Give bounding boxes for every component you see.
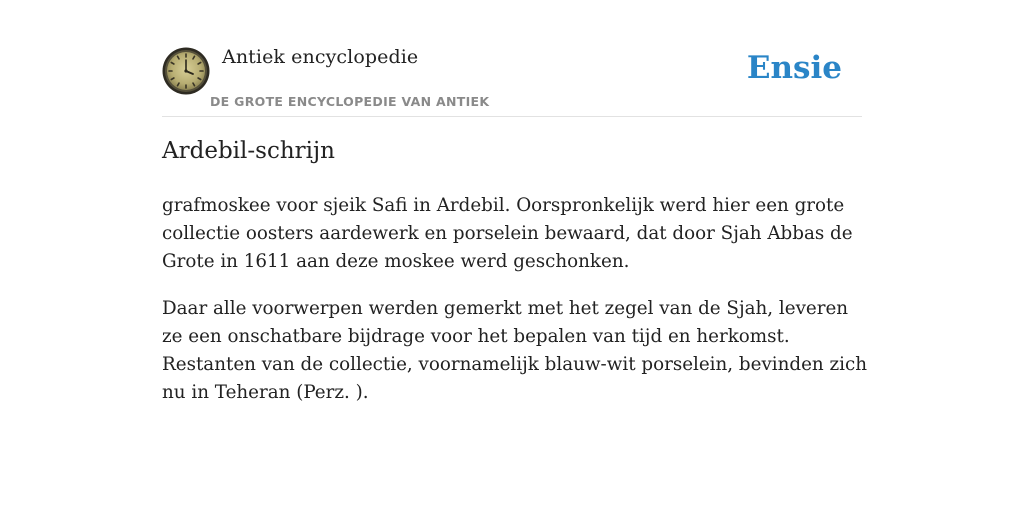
brand-logo-link[interactable]: Ensie [746, 50, 842, 86]
site-subtitle: DE GROTE ENCYCLOPEDIE VAN ANTIEK [210, 94, 490, 109]
site-title[interactable]: Antiek encyclopedie [222, 46, 419, 68]
clock-icon[interactable] [162, 47, 210, 95]
article-paragraph-2: Daar alle voorwerpen werden gemerkt met het zegel van de Sjah, leveren ze een onschatbare bijdrage voor het bepalen van tijd en herkomst. Restanten van de collectie, voornamelijk blauw-wit porselein, bevinden zich nu in Teheran (Perz. ). [162, 298, 867, 403]
article-paragraph-1: grafmoskee voor sjeik Safi in Ardebil. Oorspronkelijk werd hier een grote collectie oosters aardewerk en porselein bewaard, dat door Sjah Abbas de Grote in 1611 aan deze moskee werd geschonken. [162, 195, 853, 272]
site-header [162, 40, 862, 117]
page-title: Ardebil-schrijn [162, 138, 335, 164]
